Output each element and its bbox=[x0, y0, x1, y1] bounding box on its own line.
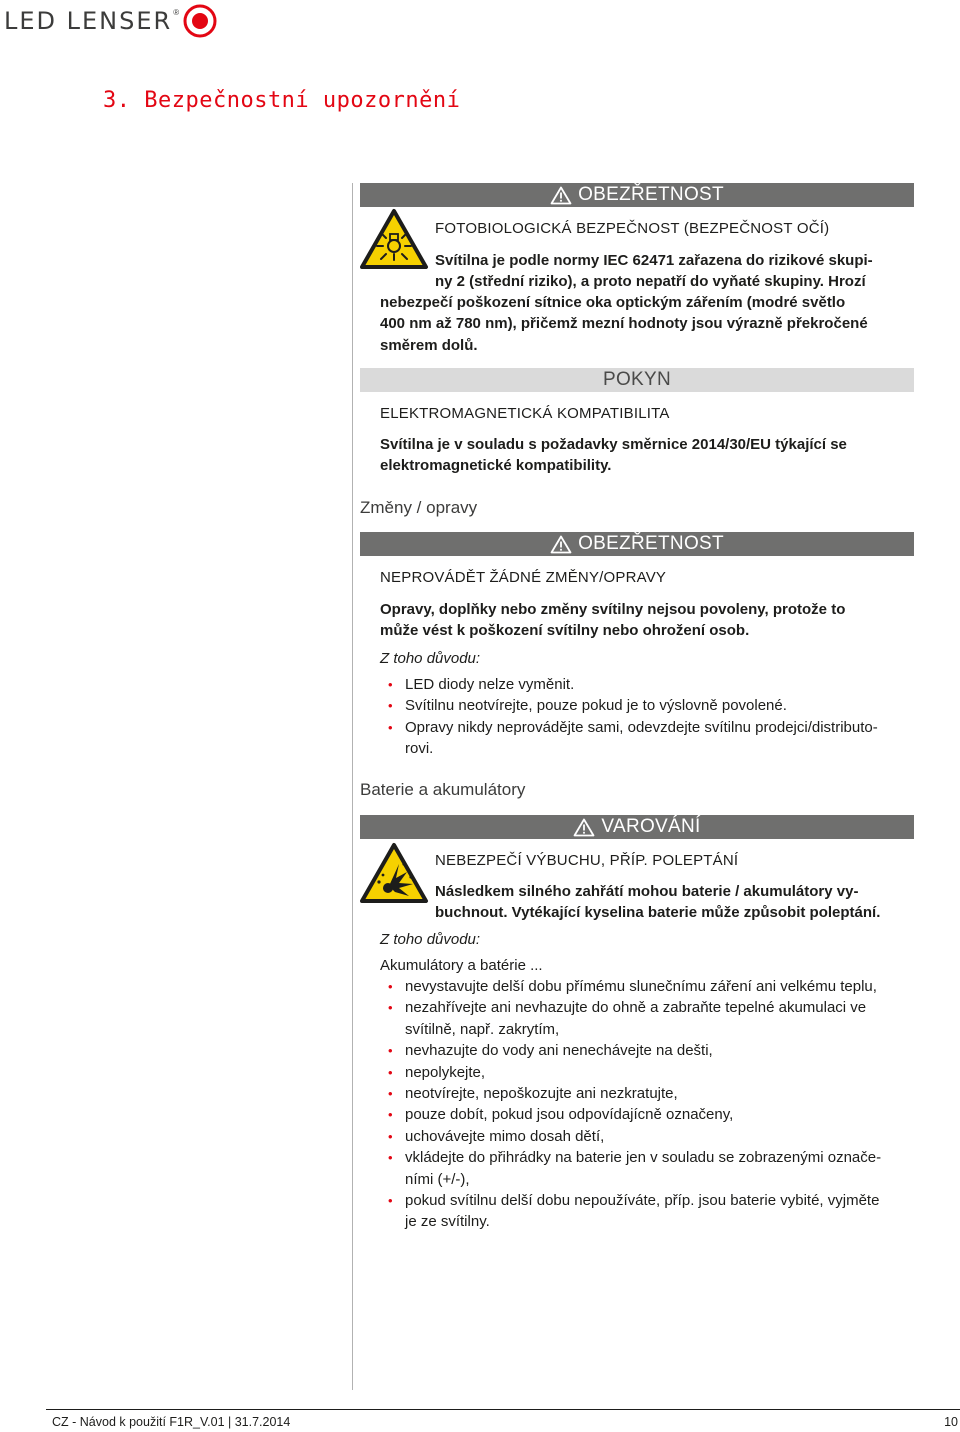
page-number: 10 bbox=[944, 1415, 958, 1429]
list-item: • nepolykejte, bbox=[380, 1062, 881, 1083]
footer-document-info: CZ - Návod k použití F1R_V.01 | 31.7.2014 bbox=[52, 1415, 291, 1429]
list-item bbox=[380, 1190, 881, 1233]
warning-triangle-icon bbox=[550, 535, 572, 554]
list-item-text: pokud svítilnu delší dobu nepoužíváte, příp. jsou baterie vybité, vyjměte bbox=[405, 1192, 880, 1210]
explosion-heading: NEBEZPEČÍ VÝBUCHU, PŘÍP. POLEPTÁNÍ bbox=[435, 852, 739, 869]
warning-label: VAROVÁNÍ bbox=[601, 816, 701, 837]
list-item-continuation: je ze svítilny. bbox=[405, 1213, 490, 1231]
photobiological-text-line: 400 nm až 780 nm), přičemž mezní hodnoty jsou výrazně překročené bbox=[380, 315, 868, 332]
list-item-text: vkládejte do přihrádky na baterie jen v souladu se zobrazenými označe- bbox=[405, 1149, 882, 1167]
no-repairs-text-line: Opravy, doplňky nebo změny svítilny nejsou povoleny, protože to bbox=[380, 601, 846, 618]
emc-text-line: elektromagnetické kompatibility. bbox=[380, 457, 612, 474]
explosion-warning-sign-icon bbox=[359, 842, 429, 904]
list-item: • nevhazujte do vody ani nenechávejte na dešti, bbox=[380, 1040, 881, 1061]
list-item-continuation: rovi. bbox=[405, 740, 434, 758]
logo-registered-mark: ® bbox=[173, 7, 180, 17]
left-margin-rule bbox=[352, 183, 353, 1390]
chapter-title: 3. Bezpečnostní upozornění bbox=[103, 88, 461, 113]
list-item: • nevystavujte delší dobu přímému slunečnímu záření ani velkému teplu, bbox=[380, 976, 881, 997]
photobiological-text-line: ny 2 (střední riziko), a proto nepatří do vyňaté skupiny. Hrozí bbox=[435, 273, 866, 290]
caution-label: OBEZŘETNOST bbox=[578, 533, 724, 554]
list-item-continuation: ními (+/-), bbox=[405, 1170, 470, 1188]
logo-text: LED LENSER bbox=[4, 7, 173, 35]
list-item-text: nezahřívejte ani nevhazujte do ohně a zabraňte tepelné akumulaci ve bbox=[405, 999, 867, 1017]
repairs-bullet-list bbox=[380, 674, 878, 760]
warning-triangle-icon bbox=[573, 818, 595, 837]
list-item: • LED diody nelze vyměnit. bbox=[380, 674, 878, 695]
changes-subtitle: Změny / opravy bbox=[360, 498, 478, 517]
no-repairs-text-line: může vést k poškození svítilny nebo ohrožení osob. bbox=[380, 622, 750, 639]
reason-label: Z toho důvodu: bbox=[380, 650, 481, 667]
logo-circle-icon bbox=[183, 4, 217, 38]
photobiological-text-line: nebezpečí poškození sítnice oka optickým zářením (modré světlo bbox=[380, 294, 846, 311]
caution-bar bbox=[360, 532, 914, 556]
reason-label: Z toho důvodu: bbox=[380, 931, 481, 948]
list-item bbox=[380, 1147, 881, 1190]
brand-logo bbox=[4, 5, 217, 37]
warning-bar bbox=[360, 815, 914, 839]
note-label: POKYN bbox=[602, 369, 672, 390]
list-item: • pouze dobít, pokud jsou odpovídajícně označeny, bbox=[380, 1104, 881, 1125]
caution-bar bbox=[360, 183, 914, 207]
optical-radiation-warning-sign-icon bbox=[359, 208, 429, 270]
list-item: • uchovávejte mimo dosah dětí, bbox=[380, 1126, 881, 1147]
caution-label: OBEZŘETNOST bbox=[578, 184, 724, 205]
batteries-bullet-list bbox=[380, 976, 881, 1233]
batteries-intro: Akumulátory a batérie ... bbox=[380, 957, 543, 974]
footer-divider bbox=[46, 1409, 960, 1410]
list-item: • Svítilnu neotvírejte, pouze pokud je to výslovně povolené. bbox=[380, 695, 878, 716]
list-item: • neotvírejte, nepoškozujte ani nezkratujte, bbox=[380, 1083, 881, 1104]
list-item bbox=[380, 997, 881, 1040]
explosion-text-line: buchnout. Vytékající kyselina baterie může způsobit poleptání. bbox=[435, 904, 881, 921]
list-item-continuation: svítilně, např. zakrytím, bbox=[405, 1020, 560, 1038]
warning-triangle-icon bbox=[550, 186, 572, 205]
list-item-text: Opravy nikdy neprovádějte sami, odevzdejte svítilnu prodejci/distributo- bbox=[405, 718, 878, 736]
photobiological-text-line: směrem dolů. bbox=[380, 337, 478, 354]
photobiological-text-line: Svítilna je podle normy IEC 62471 zařazena do rizikové skupi- bbox=[435, 252, 873, 269]
list-item bbox=[380, 717, 878, 760]
explosion-text-line: Následkem silného zahřátí mohou baterie / akumulátory vy- bbox=[435, 883, 859, 900]
no-repairs-heading: NEPROVÁDĚT ŽÁDNÉ ZMĚNY/OPRAVY bbox=[380, 569, 667, 586]
emc-text-line: Svítilna je v souladu s požadavky směrnice 2014/30/EU týkající se bbox=[380, 436, 847, 453]
note-bar bbox=[360, 368, 914, 392]
photobiological-heading: FOTOBIOLOGICKÁ BEZPEČNOST (BEZPEČNOST OČÍ) bbox=[435, 220, 830, 237]
batteries-subtitle: Baterie a akumulátory bbox=[360, 780, 526, 799]
emc-heading: ELEKTROMAGNETICKÁ KOMPATIBILITA bbox=[380, 405, 670, 422]
